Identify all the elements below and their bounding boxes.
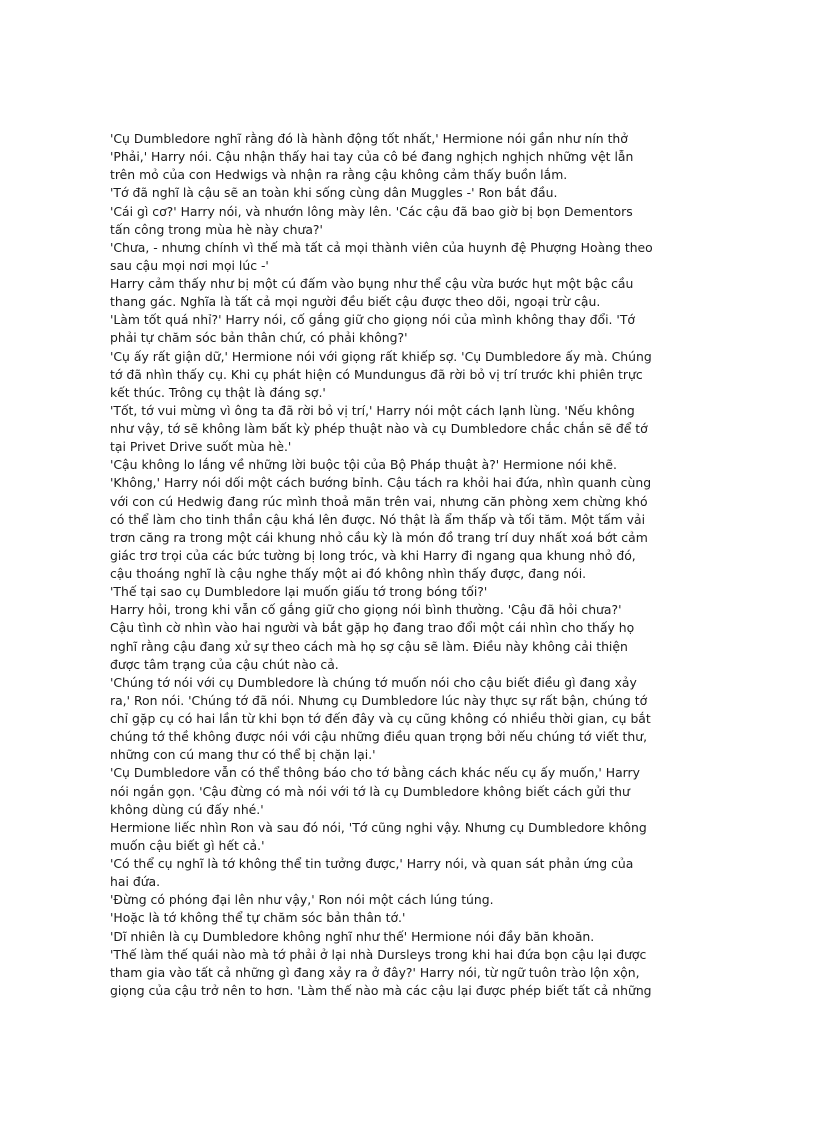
text-line: 'Phải,' Harry nói. Cậu nhận thấy hai tay của cô bé đang nghịch nghịch những vệt lẫn xyxy=(110,149,634,165)
text-line: tấn công trong mùa hè này chưa?' xyxy=(110,221,323,237)
body-text xyxy=(110,130,710,1000)
text-line: không dùng cú đấy nhé.' xyxy=(110,801,264,817)
text-line: 'Thế làm thế quái nào mà tớ phải ở lại nhà Dursleys trong khi hai đứa bọn cậu lại được xyxy=(110,946,647,962)
text-line: tham gia vào tất cả những gì đang xảy ra ở đây?' Harry nói, từ ngữ tuôn trào lộn xộn, xyxy=(110,964,640,980)
text-line: 'Tớ đã nghĩ là cậu sẽ an toàn khi sống cùng dân Muggles -' Ron bắt đầu. xyxy=(110,185,558,201)
text-line: nói ngắn gọn. 'Cậu đừng có mà nói với tớ là cụ Dumbledore không biết cách gửi thư xyxy=(110,783,630,799)
text-line: 'Chưa, - nhưng chính vì thế mà tất cả mọi thành viên của huynh đệ Phượng Hoàng theo xyxy=(110,239,653,255)
text-line: 'Chúng tớ nói với cụ Dumbledore là chúng tớ muốn nói cho cậu biết điều gì đang xảy xyxy=(110,674,637,690)
text-line: nghĩ rằng cậu đang xử sự theo cách mà họ sợ cậu sẽ làm. Điều này không cải thiện xyxy=(110,638,628,654)
text-line: thang gác. Nghĩa là tất cả mọi người đều biết cậu được theo dõi, ngoại trừ cậu. xyxy=(110,294,601,310)
text-line: 'Đừng có phóng đại lên như vậy,' Ron nói một cách lúng túng. xyxy=(110,892,494,908)
text-line: được tâm trạng của cậu chút nào cả. xyxy=(110,656,339,672)
text-line: cậu thoáng nghĩ là cậu nghe thấy một ai đó không nhìn thấy được, đang nói. xyxy=(110,566,587,581)
text-line: 'Thế tại sao cụ Dumbledore lại muốn giấu tớ trong bóng tối?' xyxy=(110,584,488,600)
text-line: 'Có thể cụ nghĩ là tớ không thể tin tưởng được,' Harry nói, và quan sát phản ứng của xyxy=(110,856,634,871)
text-line: Harry cảm thấy như bị một cú đấm vào bụng như thể cậu vừa bước hụt một bậc cầu xyxy=(110,276,634,291)
text-line: Cậu tình cờ nhìn vào hai người và bắt gặp họ đang trao đổi một cái nhìn cho thấy họ xyxy=(110,620,635,636)
text-line: giọng của cậu trở nên to hơn. 'Làm thế nào mà các cậu lại được phép biết tất cả những xyxy=(110,982,652,998)
text-line: 'Hoặc là tớ không thể tự chăm sóc bản thân tớ.' xyxy=(110,910,406,926)
text-line: 'Không,' Harry nói dối một cách bướng bỉnh. Cậu tách ra khỏi hai đứa, nhìn quanh cùng xyxy=(110,475,652,491)
text-line: sau cậu mọi nơi mọi lúc -' xyxy=(110,257,269,273)
text-line: Harry hỏi, trong khi vẫn cố gắng giữ cho giọng nói bình thường. 'Cậu đã hỏi chưa?' xyxy=(110,602,622,618)
text-line: 'Dĩ nhiên là cụ Dumbledore không nghĩ như thế' Hermione nói đầy băn khoăn. xyxy=(110,928,595,944)
text-line: tại Privet Drive suốt mùa hè.' xyxy=(110,439,292,455)
text-line: ra,' Ron nói. 'Chúng tớ đã nói. Nhưng cụ Dumbledore lúc này thực sự rất bận, chúng tớ xyxy=(110,692,648,708)
text-line: trên mỏ của con Hedwigs và nhận ra rằng cậu không cảm thấy buồn lắm. xyxy=(110,167,568,183)
text-line: như vậy, tớ sẽ không làm bất kỳ phép thuật nào và cụ Dumbledore chắc chắn sẽ để tớ xyxy=(110,421,648,436)
text-line: với con cú Hedwig đang rúc mình thoả mãn trên vai, nhưng căn phòng xem chừng khó xyxy=(110,493,648,509)
text-line: 'Cụ ấy rất giận dữ,' Hermione nói với giọng rất khiếp sợ. 'Cụ Dumbledore ấy mà. Chúng xyxy=(110,348,652,364)
text-line: kết thúc. Trông cụ thật là đáng sợ.' xyxy=(110,384,326,400)
text-line: 'Cụ Dumbledore nghĩ rằng đó là hành động tốt nhất,' Hermione nói gần như nín thở xyxy=(110,131,628,146)
text-line: phải tự chăm sóc bản thân chứ, có phải không?' xyxy=(110,330,408,346)
text-line: tớ đã nhìn thấy cụ. Khi cụ phát hiện có Mundungus đã rời bỏ vị trí trước khi phiên trực xyxy=(110,366,643,382)
text-line: giác trơ trọi của các bức tường bị long tróc, và khi Harry đi ngang qua khung nhỏ đó, xyxy=(110,547,636,563)
text-line: hai đứa. xyxy=(110,874,161,890)
text-line: những con cú mang thư có thể bị chặn lại.' xyxy=(110,747,376,763)
text-line: chúng tớ thề không được nói với cậu những điều quan trọng bởi nếu chúng tớ viết thư, xyxy=(110,729,648,745)
text-line: 'Cậu không lo lắng về những lời buộc tội của Bộ Pháp thuật à?' Hermione nói khẽ. xyxy=(110,457,617,473)
text-line: có thể làm cho tinh thần cậu khá lên được. Nó thật là ẩm thấp và tối tăm. Một tấm vải xyxy=(110,511,646,527)
text-line: 'Cái gì cơ?' Harry nói, và nhướn lông mày lên. 'Các cậu đã bao giờ bị bọn Dementors xyxy=(110,203,633,219)
text-line: 'Tốt, tớ vui mừng vì ông ta đã rời bỏ vị trí,' Harry nói một cách lạnh lùng. 'Nếu không xyxy=(110,402,635,418)
text-line: Hermione liếc nhìn Ron và sau đó nói, 'Tớ cũng nghi vậy. Nhưng cụ Dumbledore không xyxy=(110,819,647,835)
text-line: chỉ gặp cụ có hai lần từ khi bọn tớ đến đây và cụ cũng không có nhiều thời gian, cụ bắt xyxy=(110,711,651,726)
text-line: 'Cụ Dumbledore vẫn có thể thông báo cho tớ bằng cách khác nếu cụ ấy muốn,' Harry xyxy=(110,765,640,781)
text-line: trơn căng ra trong một cái khung nhỏ cầu kỳ là món đồ trang trí duy nhất xoá bớt cảm xyxy=(110,529,648,545)
text-line: 'Làm tốt quá nhỉ?' Harry nói, cố gắng giữ cho giọng nói của mình không thay đổi. 'Tớ xyxy=(110,312,635,328)
text-line: muốn cậu biết gì hết cả.' xyxy=(110,837,265,853)
